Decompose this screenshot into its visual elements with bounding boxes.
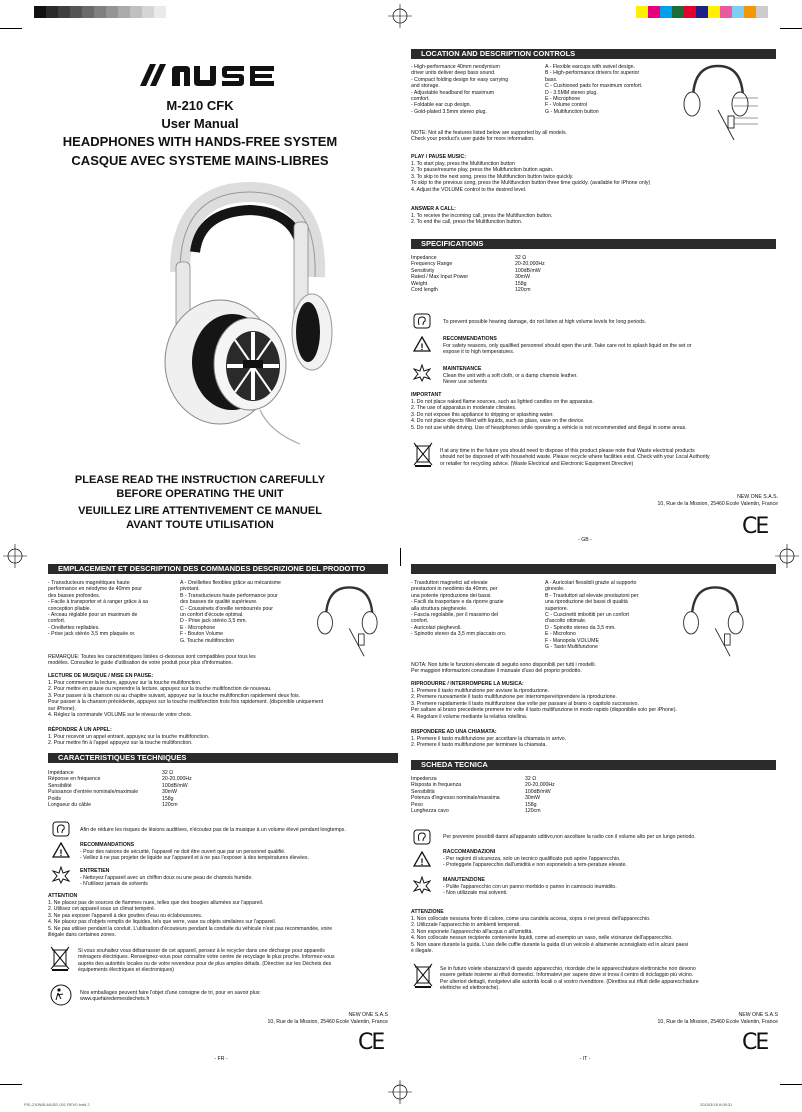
table-row: Lunghezza cavo 120cm: [411, 808, 541, 815]
table-row: Risposta in frequenza 20-20,000Hz: [411, 782, 555, 789]
headphones-image: [140, 182, 340, 452]
fr-note: REMARQUE: Toutes les caractéristiques listées ci-dessous sont compatibles pour tous les modèles. Consultez le guide d'utilisation de votre produit pour plus d'information.: [48, 654, 256, 667]
svg-text:!: !: [59, 848, 63, 858]
it-page: - IT -: [579, 1056, 591, 1062]
fr-maint-title: ENTRETIEN: [80, 868, 110, 874]
fr-maint-text: - Nettoyez l'appareil avec un chiffon doux ou une peau de chamois humide. - N'utilisez jamais de solvents: [80, 875, 253, 888]
shock-icon: [413, 876, 431, 894]
gb-features-right: A - Flexible earcups with swivel design. B - High-performance drivers for superior bass. C - Cushioned pads for maximum comfort. D - 3.5MM stereo plug. E - Microphone F - Volume control G - Multifunction button: [545, 64, 643, 115]
fr-address: 10, Rue de la Mission, 25460 Ecole Valentin, France: [267, 1019, 388, 1025]
svg-text:!: !: [420, 342, 424, 352]
caution-icon: [413, 336, 431, 352]
gb-rec-text: For safety reasons, only qualified personnel should open the unit. Take care not to splash liquid on the set or expose it to high temperatures.: [443, 343, 692, 356]
fr-spec-header: CARACTERISTIQUES TECHNIQUES: [48, 753, 398, 763]
footer-date: 2015/3/18 8:08:31: [700, 1102, 733, 1107]
table-row: Impédance 32 Ω: [48, 770, 174, 776]
gb-loc-header: LOCATION AND DESCRIPTION CONTROLS: [411, 49, 776, 59]
svg-text:!: !: [420, 857, 424, 867]
it-imp-title: ATTENZIONE: [411, 909, 444, 915]
gb-play-text: 1. To start play, press the Multifunction button 2. To pause/resume play, press the Multifunction button again. 3. To skip to the next song, press the Multifunction button twice quickly. To skip to the previous song, press the Multifunction button three time quickly. (available for iPhone only) 4. Adjust the VOLUME control to the desired level.: [411, 161, 651, 193]
it-play-text: 1. Premere il tasto multifunzione per avviare la riproduzione. 2. Premere nuovamente il tasto multifunzione per interrompere/riprendere la riproduzione. 3. Premere rapidamente il tasto multifunzione due volte per passare al brano o capitolo successivo. Per saltare al brano precedente premere tre volte il tasto multifunzione in modo rapido (disponibile solo per iPhone). 4. Regolare il volume mediante la relativa rotellina.: [411, 688, 677, 720]
table-row: Cord length 120cm: [411, 287, 531, 294]
table-row: Frequency Range 20-20,000Hz: [411, 261, 545, 268]
table-row: Potenza d'ingresso nominale/massima 30mW: [411, 795, 540, 802]
fr-spec-table: [48, 770, 192, 808]
gb-maint-title: MAINTENANCE: [443, 366, 482, 372]
it-call-text: 1. Premere il tasto multifunzione per accettare la chiamata in arrivo. 2. Premere il tasto multifunzione per terminare la chiamata.: [411, 736, 567, 749]
gb-imp-text: 1. Do not place naked flame sources, such as lighted candles on the apparatus. 2. The use of apparatus in moderate climates. 3. Do not expose this appliance to dripping or splashing water. 4. Do not place objects filled with liquids, such as glass, vase on the device. 5. Do not use while driving. Use of headphones while operating a vehicle is not recommended and illegal in some areas.: [411, 399, 687, 431]
gb-features-left: - High-performance 40mm neodymium driver units deliver deep bass sound. - Compact folding design for easy carrying and storage. - Adjustable headband for maximum comfort. - Foldable ear cup design. - Gold-plated 3.5mm stereo plug.: [411, 64, 509, 115]
gb-weee: If at any time in the future you should need to dispose of this product please note that Waste electrical products should not be disposed of with household waste. Please recycle where facilities exist. Check with your Local Authority or retailer for recycling advice. (Waste Electrical and Electronic Equipment Directive): [440, 448, 710, 467]
triman-icon: [50, 984, 72, 1006]
registration-mark-top: [388, 4, 412, 28]
fr-play-title: LECTURE DE MUSIQUE / MISE EN PAUSE:: [48, 673, 154, 679]
it-spec-table: [411, 776, 555, 814]
fr-play-text: 1. Pour commencer la lecture, appuyez sur la touche multifonction. 2. Pour mettre en pause ou reprendre la lecture, appuyez sur la touche multifonction de nouveau. 3. Pour passer à la chanson ou au chapitre suivant, appuyez sur la touche multifonction rapidement deux fois. Pour passer à la chanson précédente, appuyez sur la touche multifonction trois fois rapidement. (disponible uniquement sur iPhone). 4. Réglez la commande VOLUME sur le niveau de votre choix.: [48, 680, 324, 719]
fr-imp-text: 1. Ne placez pas de sources de flammes nues, telles que des bougies allumées sur l'appareil. 2. Utilisez cet appareil sous un climat tempéré. 3. Ne pas exposer l'appareil à des gouttes d'eau ou éclaboussures. 4. Ne placez pas d'objets remplis de liquides, tels que verre, vase ou objets similaires sur l'appareil. 5. Ne pas utiliser pendant la conduit. L'utilisation d'écouteurs pendant la conduite du véhicule n'est pas recommandée, voire illégale dans certaines zones.: [48, 900, 333, 939]
fr-call-text: 1. Pour recevoir un appel entrant, appuyez sur la touche multifonction. 2. Pour mettre fin à l'appel appuyez sur la touche multifonction.: [48, 734, 210, 747]
table-row: Longueur du câble 120cm: [48, 802, 178, 809]
cover-title-fr: CASQUE AVEC SYSTEME MAINS-LIBRES: [71, 153, 329, 168]
caution-icon: [52, 842, 70, 858]
fr-loc-header: EMPLACEMENT ET DESCRIPTION DES COMMANDES DESCRIZIONE DEL PRODOTTO: [48, 564, 388, 574]
weee-bin-icon: [413, 442, 433, 468]
table-row: Weight 158g: [411, 280, 527, 287]
weee-bin-icon: [413, 963, 433, 989]
cover-manual: User Manual: [161, 116, 239, 131]
fr-call-title: RÉPONDRE À UN APPEL:: [48, 727, 112, 733]
it-address: 10, Rue de la Mission, 25460 Ecole Valentin, France: [657, 1019, 778, 1025]
table-row: Sensibilità 100dB/mW: [411, 788, 551, 795]
ce-mark-gb: CE: [742, 514, 768, 539]
fr-company: NEW ONE S.A.S: [348, 1012, 388, 1018]
gb-play-title: PLAY / PAUSE MUSIC:: [411, 154, 466, 160]
shock-icon: [52, 866, 70, 884]
it-features-right: A - Auricolari flessibili grazie al supporto girevole. B - Trasduttori ad elevate prestazioni per una riproduzione dei bassi di qualità superiore. C - Cuscinetti imbottiti per un confort d'ascolto ottimale. D - Spinotto stereo da 3,5 mm. E - Microfono F - Manopola VOLUME G - Tasto Multifunzione: [545, 580, 639, 651]
read-fr-1: VEUILLEZ LIRE ATTENTIVEMENT CE MANUEL: [78, 505, 322, 517]
table-row: Réponse en fréquence 20-20,000Hz: [48, 776, 192, 783]
fr-hearing: Afin de réduire les risques de lésions auditives, n'écoutez pas de la musique à un volume élevé pendant longtemps.: [80, 827, 346, 833]
it-loc-header: [411, 564, 776, 574]
it-maint-title: MANUTENZIONE: [443, 877, 485, 883]
it-hearing: Per prevenire possibili danni all'apparato uditivo,non ascoltare la radio con il volume alto per un lungo periodo.: [443, 834, 696, 840]
footer-file: PSI-210NIB-MUSE-001 REV0.indd 2: [24, 1102, 90, 1107]
shock-icon: [413, 364, 431, 382]
fr-rec-title: RECOMMANDATIONS: [80, 842, 135, 848]
hearing-warning-icon: [52, 821, 70, 837]
table-row: Rated / Max Input Power 30mW: [411, 274, 530, 281]
it-note: NOTA: Non tutte le funzioni elencate di seguito sono disponibili per tutti i modelli. Per maggiori informazioni consultare il manuale d'uso del proprio prodotto.: [411, 662, 597, 675]
read-en-1: PLEASE READ THE INSTRUCTION CAREFULLY: [74, 474, 326, 486]
ce-mark-fr: CE: [358, 1030, 384, 1055]
fr-features-right: A - Oreillettes flexibles grâce au mécanisme pivotant. B - Transducteurs haute performance pour des basses de qualité supérieure. C - Coussinets d'oreille rembourrés pour un confort d'écoute optimal. D - Prise jack stéréo 3,5 mm. E - Microphone F - Bouton Volume G. Touche multifonction: [180, 580, 281, 644]
it-rec-title: RACCOMANDAZIONI: [443, 849, 496, 855]
fr-rec-text: - Pour des raisons de sécurité, l'appareil ne doit être ouvert que par un personnel qualifié. - Veillez à ne pas projeter de liquide sur l'appareil et à ne pas l'exposer à des températures élevées.: [80, 849, 309, 862]
it-play-title: RIPRODURRE / INTERROMPERE LA MUSICA:: [411, 681, 524, 687]
read-en-2: BEFORE OPERATING THE UNIT: [116, 488, 284, 500]
gb-maint-text: Clean the unit with a soft cloth, or a damp chamois leather. Never use solvents: [443, 373, 578, 386]
hearing-warning-icon: [413, 313, 431, 329]
registration-mark-bottom: [388, 1080, 412, 1104]
gb-spec-table: [411, 255, 545, 293]
gb-address: 10, Rue de la Mission, 25460 Ecole Valentin, France: [657, 501, 778, 507]
color-bar: [636, 6, 768, 18]
table-row: Puissance d'entrée nominale/maximale 30mW: [48, 789, 177, 796]
gb-spec-header: SPECIFICATIONS: [411, 239, 776, 249]
it-headphone-diagram: [678, 580, 758, 660]
muse-logo: [138, 62, 302, 88]
ce-mark-it: CE: [742, 1030, 768, 1055]
weee-bin-icon: [50, 946, 70, 972]
it-imp-text: 1. Non collocate nessuna fonte di calore, come una candela accesa, sopra o nei pressi dell'apparecchio. 2. Utilizzate l'apparecchio in ambienti temperati. 3. Non esponete l'apparecchio all'acqua o all'umidità. 4. Non collocate nessun recipiente contenente liquidi, come ad esempio un vaso, nelle vicinanze dell'apparecchio. 5. Non usare durante la guida. L'uso delle cuffie durante la guida di un veicolo è altamente sconsigliato ed in alcuni paesi è illegale.: [411, 916, 689, 955]
gb-call-text: 1. To receive the incoming call, press the Multifunction button. 2. To end the call, press the Multifunction button.: [411, 213, 553, 226]
caution-icon: [413, 851, 431, 867]
registration-mark-left: [3, 544, 27, 568]
table-row: Impedance 32 Ω: [411, 255, 527, 261]
cover-title-en: HEADPHONES WITH HANDS-FREE SYSTEM: [62, 134, 338, 149]
fr-headphone-diagram: [312, 580, 392, 660]
gb-rec-title: RECOMMENDATIONS: [443, 336, 497, 342]
fr-imp-title: ATTENTION: [48, 893, 78, 899]
table-row: Sensitivity 100dB/mW: [411, 267, 541, 274]
it-spec-header: SCHEDA TECNICA: [411, 760, 776, 770]
gb-note: NOTE: Not all the features listed below are supported by all models. Check your product's user guide for more information.: [411, 130, 567, 143]
gb-call-title: ANSWER A CALL:: [411, 206, 456, 212]
gb-imp-title: IMPORTANT: [411, 392, 442, 398]
grayscale-bar: [34, 6, 166, 18]
table-row: Poids 158g: [48, 795, 174, 802]
fr-features-left: - Transducteurs magnétiques haute performance en néodyme de 40mm pour des basses profondes. - Facile à transporter et à ranger grâce à sa conception pliable. - Arceau réglable pour un maximum de confort. - Oreillettes repliables. - Prise jack stéréo 3,5 mm plaquée or.: [48, 580, 149, 638]
gb-company: NEW ONE S.A.S.: [737, 494, 778, 500]
it-features-left: - Trasduttori magnetici ad elevate prestazioni in neodimio da 40mm, per una potente riproduzione dei bassi. - Facili da trasportare e da riporre grazie alla struttura pieghevole. - Fascia regolabile, per il massimo del confort. - Auricolari pieghevoli. - Spinotto stereo da 3,5 mm placcato oro.: [411, 580, 507, 638]
table-row: Peso 158g: [411, 801, 537, 808]
it-call-title: RISPONDERE AD UNA CHIAMATA:: [411, 729, 497, 735]
gb-page: - GB -: [578, 537, 592, 543]
fr-weee: Si vous souhaitez vous débarrasser de cet appareil, pensez à le recycler dans une décharge pour appareils ménagers électriques. Renseignez-vous pour connaître votre centre de recyclage le plus proche. Informez-vous auprès des autorités locales ou de votre revendeur pour de plus amples détails. (Directive sur les Déchets des équipements électriques et électroniques): [78, 948, 335, 974]
fr-page: - FR -: [214, 1056, 228, 1062]
read-fr-2: AVANT TOUTE UTILISATION: [126, 519, 274, 531]
table-row: Sensibilité 100dB/mW: [48, 782, 188, 789]
it-maint-text: - Pulite l'apparecchio con un panno morbido o panno in camoscio inumidito. - Non utilizzate mai solventi.: [443, 884, 617, 897]
fr-triman: Nos emballages peuvent faire l'objet d'une consigne de tri, pour en savoir plus: www.quefairedemesdechets.fr: [80, 990, 261, 1003]
registration-mark-right: [775, 544, 799, 568]
it-weee: Se in futuro volete sbarazzarvi di questo apparecchio, ricordate che le apparecchiature elettroniche non devono essere gettate insieme ai rifiuti domestici. Informatevi per sapere dove si trova il centro di riciclaggio più vicino. Per ulteriori dettagli, rivolgetevi alle autorità locali o al vostro rivenditore. (Direttiva sui rifiuti delle apparecchiature elettriche ed elettroniche).: [440, 966, 699, 992]
it-rec-text: - Per ragioni di sicurezza, solo un tecnico qualificato può aprire l'apparecchio. - Proteggete l'apparecchio dall'umidità e non esponetelo a tem-perature elevate.: [443, 856, 627, 869]
cover-model: M-210 CFK: [166, 98, 234, 113]
gb-hearing: To prevent possible hearing damage, do not listen at high volume levels for long periods.: [443, 319, 647, 325]
hearing-warning-icon: [413, 829, 431, 845]
table-row: Impedenza 32 Ω: [411, 776, 537, 782]
it-company: NEW ONE S.A.S: [738, 1012, 778, 1018]
